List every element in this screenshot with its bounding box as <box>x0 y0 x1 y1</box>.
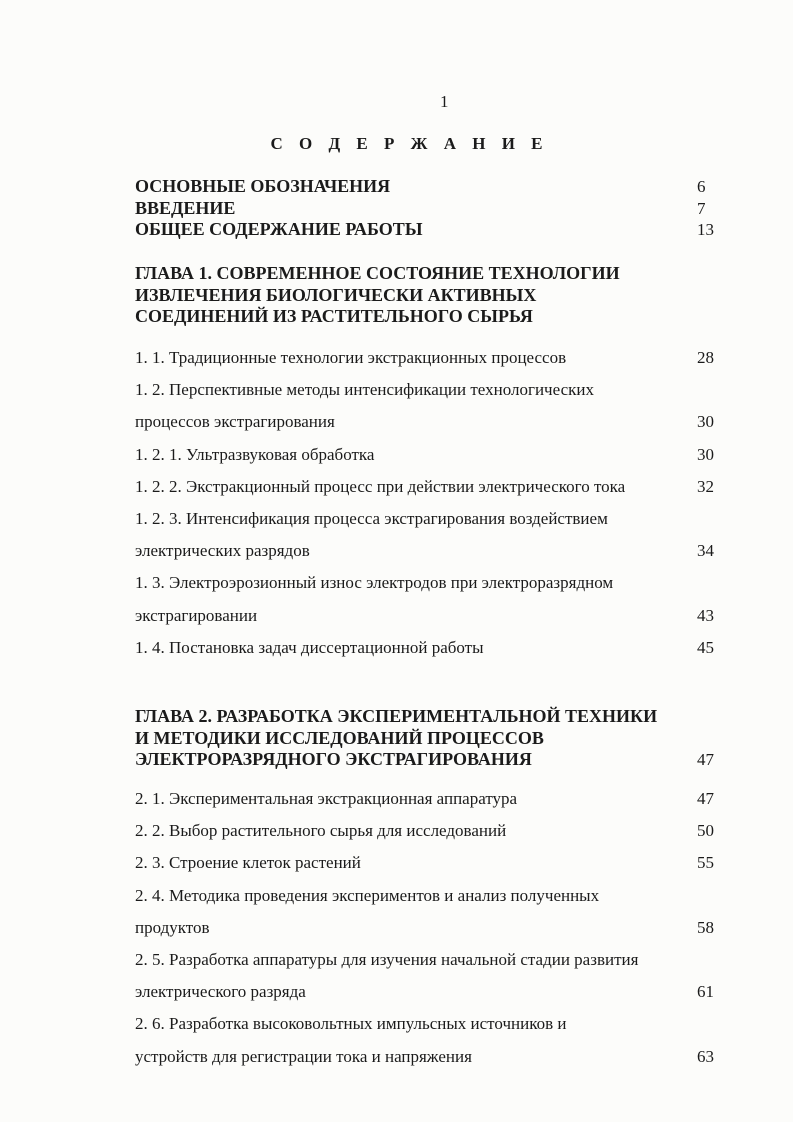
toc-entry-page: 30 <box>697 412 714 432</box>
toc-entry <box>135 176 712 198</box>
heading-line <box>135 263 712 285</box>
toc-entry-text: 2. 5. Разработка аппаратуры для изучения начальной стадии развития <box>135 949 639 969</box>
toc-entry-text: 1. 2. 3. Интенсификация процесса экстрагирования воздействием <box>135 508 608 528</box>
toc-entry <box>135 976 712 1008</box>
heading-page: 47 <box>697 750 714 769</box>
chapter1-heading <box>135 263 712 328</box>
toc-entry-text: 2. 6. Разработка высоковольтных импульсных источников и <box>135 1014 567 1034</box>
heading-line <box>135 728 712 750</box>
toc-entry <box>135 1041 712 1073</box>
toc-entry <box>135 600 712 632</box>
toc-entry-page: 47 <box>697 789 714 808</box>
front-matter <box>135 176 712 241</box>
heading-line <box>135 749 712 771</box>
toc-entry <box>135 632 712 664</box>
heading-line <box>135 285 712 307</box>
toc-entry-text: 1. 1. Традиционные технологии экстракционных процессов <box>135 348 567 367</box>
toc-entry-text: продуктов <box>135 917 210 937</box>
heading-text: ГЛАВА 2. РАЗРАБОТКА ЭКСПЕРИМЕНТАЛЬНОЙ ТЕХНИКИ <box>135 706 658 726</box>
heading-text: ГЛАВА 1. СОВРЕМЕННОЕ СОСТОЯНИЕ ТЕХНОЛОГИИ <box>135 263 620 283</box>
toc-entry-text: 2. 3. Строение клеток растений <box>135 853 361 873</box>
toc-entry <box>135 503 712 535</box>
toc-entry-page: 50 <box>697 821 714 841</box>
toc-entry-page: 34 <box>697 541 714 561</box>
toc-entry-text: 2. 1. Экспериментальная экстракционная аппаратура <box>135 789 518 808</box>
toc-entry <box>135 406 712 438</box>
toc-entry-text: процессов экстрагирования <box>135 412 335 432</box>
toc-entry <box>135 198 712 220</box>
heading-line <box>135 706 712 728</box>
toc-entry-text: 1. 3. Электроэрозионный износ электродов при электроразрядном <box>135 573 614 593</box>
toc-entry-page: 30 <box>697 444 714 464</box>
toc-entry <box>135 342 712 374</box>
toc-entry <box>135 815 712 847</box>
toc-entry-text: устройств для регистрации тока и напряжения <box>135 1046 472 1066</box>
toc-entry <box>135 880 712 912</box>
toc-entry-label: ВВЕДЕНИЕ <box>135 197 236 218</box>
toc-entry <box>135 912 712 944</box>
toc-entry <box>135 439 712 471</box>
toc-entry-page: 61 <box>697 982 714 1002</box>
toc-entry-label: ОСНОВНЫЕ ОБОЗНАЧЕНИЯ <box>135 176 391 196</box>
toc-entry-text: 2. 4. Методика проведения экспериментов и анализ полученных <box>135 885 600 905</box>
toc-entry-text: 1. 2. Перспективные методы интенсификации технологических <box>135 380 594 400</box>
toc-entry <box>135 219 712 241</box>
heading-text: ИЗВЛЕЧЕНИЯ БИОЛОГИЧЕСКИ АКТИВНЫХ <box>135 284 537 305</box>
chapter1-entries <box>135 342 712 664</box>
toc-entry <box>135 847 712 879</box>
heading-text: ЭЛЕКТРОРАЗРЯДНОГО ЭКСТРАГИРОВАНИЯ <box>135 749 532 769</box>
toc-entry <box>135 783 712 815</box>
toc-entry-text: экстрагировании <box>135 605 258 625</box>
toc-entry-page: 63 <box>697 1046 714 1066</box>
toc-entry-page: 28 <box>697 348 714 367</box>
toc-entry <box>135 471 712 503</box>
chapter2-heading <box>135 706 712 771</box>
heading-text: СОЕДИНЕНИЙ ИЗ РАСТИТЕЛЬНОГО СЫРЬЯ <box>135 306 533 326</box>
toc-title: С О Д Е Р Ж А Н И Е <box>270 134 549 153</box>
heading-text: И МЕТОДИКИ ИССЛЕДОВАНИЙ ПРОЦЕССОВ <box>135 727 544 748</box>
toc-entry-text: 1. 2. 2. Экстракционный процесс при действии электрического тока <box>135 476 626 496</box>
toc-entry <box>135 944 712 976</box>
heading-line <box>135 306 712 328</box>
toc-entry-text: электрических разрядов <box>135 541 310 561</box>
toc-entry-text: 2. 2. Выбор растительного сырья для исследований <box>135 821 507 841</box>
toc-entry-label: ОБЩЕЕ СОДЕРЖАНИЕ РАБОТЫ <box>135 219 423 239</box>
toc-entry-page: 58 <box>697 917 714 937</box>
toc-entry-page: 13 <box>697 220 714 239</box>
toc-entry-page: 6 <box>697 177 706 196</box>
chapter2-entries <box>135 783 712 1073</box>
toc-entry <box>135 374 712 406</box>
toc-entry-page: 7 <box>697 198 706 218</box>
toc-entry-text: 1. 4. Постановка задач диссертационной работы <box>135 637 484 657</box>
toc-entry <box>135 1008 712 1040</box>
toc-entry <box>135 567 712 599</box>
toc-entry-page: 43 <box>697 605 714 625</box>
page-number: 1 <box>440 92 449 111</box>
toc-entry-page: 45 <box>697 637 714 657</box>
toc-entry-text: 1. 2. 1. Ультразвуковая обработка <box>135 444 375 464</box>
toc-entry-page: 55 <box>697 853 714 873</box>
toc-entry <box>135 535 712 567</box>
toc-entry-page: 32 <box>697 476 714 496</box>
toc-entry-text: электрического разряда <box>135 982 306 1002</box>
